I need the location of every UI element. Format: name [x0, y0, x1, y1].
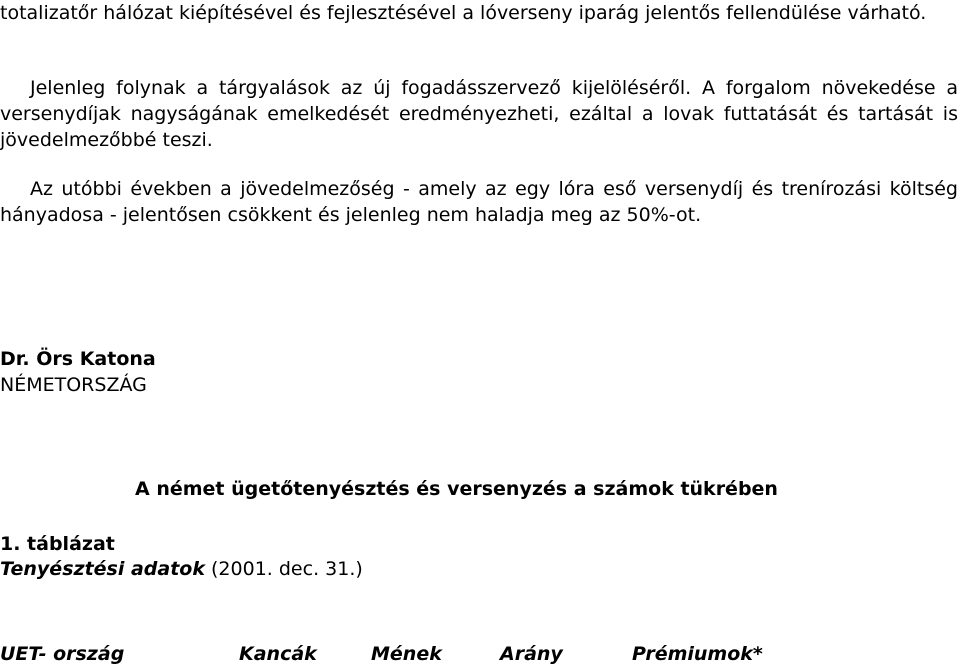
table-header-mares: Kancák	[239, 643, 317, 665]
author-country: NÉMETORSZÁG	[0, 374, 147, 396]
table-header-row	[0, 643, 960, 669]
table-header-premiums: Prémiumok*	[632, 643, 763, 665]
paragraph-3	[0, 176, 958, 228]
table-header-country: UET- ország	[0, 643, 125, 665]
table-caption	[0, 558, 363, 580]
section-heading: A német ügetőtenyésztés és versenyzés a számok tükrében	[135, 478, 778, 500]
table-label: 1. táblázat	[0, 533, 115, 555]
paragraph-2-text: Jelenleg folynak a tárgyalások az új fogadásszervező kijelöléséről. A forgalom növekedése a versenydíjak nagyságának emelkedését eredményezheti, ezáltal a lovak futtatását és tartását is jövedelmezőbbé teszi.	[0, 77, 958, 151]
table-caption-date: (2001. dec. 31.)	[204, 558, 363, 580]
table-header-ratio: Arány	[500, 643, 563, 665]
paragraph-1	[0, 0, 958, 26]
paragraph-1-text: totalizatőr hálózat kiépítésével és fejlesztésével a lóverseny iparág jelentős fellendülése várható.	[0, 2, 927, 24]
author-name: Dr. Örs Katona	[0, 348, 156, 370]
table-caption-emphasis: Tenyésztési adatok	[0, 558, 205, 580]
paragraph-2	[0, 75, 958, 153]
table-header-stallions: Mének	[371, 643, 442, 665]
paragraph-3-text: Az utóbbi években a jövedelmezőség - amely az egy lóra eső versenydíj és trenírozási költség hányadosa - jelentősen csökkent és jelenleg nem haladja meg az 50%-ot.	[0, 178, 958, 226]
